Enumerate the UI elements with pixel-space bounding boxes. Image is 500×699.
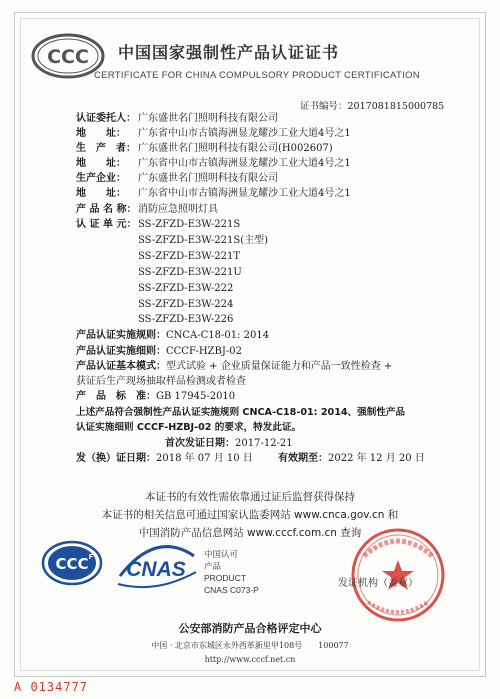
factory-label: 生产企业： [76, 173, 126, 184]
unit-item: SS-ZFZD-E3W-221S(主型) [138, 235, 269, 246]
serial-number: A 0134777 [14, 680, 89, 694]
website-notice: 本证书的相关信息可通过国家认监委网站 www.cnca.gov.cn 和 [101, 509, 399, 521]
applicant-value: 广东盛世名门照明科技有限公司 [138, 113, 278, 124]
cccf-notice: 中国消防产品信息网站 www.cccf.com.cn 查询 [138, 527, 362, 539]
issuer-address: 中国 · 北京市东城区永外西革新里甲108号 100077 [151, 641, 349, 650]
cnas-line2: 产品 [204, 561, 222, 571]
valid-until-label: 有效期至： [278, 453, 328, 464]
rules-row [76, 329, 269, 343]
detail-rules-value: CCCF-HZBJ-02 [166, 346, 242, 357]
factory-address-value: 广东省中山市古镇海洲显龙耀沙工业大道4号之1 [138, 188, 351, 199]
cccf-logo-icon [40, 538, 104, 588]
title-chinese: 中国国家强制性产品认证证书 [118, 43, 340, 62]
mode-label: 产品认证基本模式： [76, 361, 166, 372]
certificate-number [300, 98, 444, 112]
cnas-logo-icon [112, 536, 200, 592]
cnas-line3: PRODUCT [204, 573, 247, 583]
applicant-address-row [76, 127, 351, 141]
manufacturer-address-label: 地 址： [76, 158, 126, 169]
unit-value: SS-ZFZD-E3W-221S [138, 219, 241, 230]
unit-item: SS-ZFZD-E3W-221U [138, 267, 242, 278]
validity-notice: 本证书的有效性需依靠通过证后监督获得保持 [145, 491, 355, 503]
standard-value: GB 17945-2010 [156, 391, 236, 402]
certificate-number-value: 2017081815000785 [347, 101, 445, 112]
mode-row [76, 360, 392, 374]
detail-rules-row [76, 345, 242, 359]
issuer-name: 公安部消防产品合格评定中心 [178, 622, 322, 635]
manufacturer-value: 广东盛世名门照明科技有限公司(H002607) [138, 143, 333, 154]
first-issue-row [165, 437, 293, 451]
first-issue-date: 2017-12-21 [235, 438, 293, 449]
manufacturer-address-row [76, 157, 351, 171]
unit-row [76, 218, 240, 232]
cnas-accreditation-text [204, 548, 259, 596]
cnas-logo-text: CNAS [126, 558, 186, 581]
valid-until-row [278, 452, 425, 466]
manufacturer-label: 生 产 者： [76, 143, 136, 154]
cnas-line4: CNAS C073-P [204, 585, 259, 595]
issue-date-value: 2018 年 07 月 10 日 [156, 453, 253, 464]
title-english: CERTIFICATE FOR CHINA COMPULSORY PRODUCT CERTIFICATION [94, 70, 420, 81]
seal-label: 发证机构（盖章） [338, 578, 418, 589]
factory-value: 广东盛世名门照明科技有限公司 [138, 173, 278, 184]
svg-text:CCC: CCC [55, 555, 89, 573]
unit-item: SS-ZFZD-E3W-224 [138, 299, 234, 310]
ccc-logo-text: CCC [47, 46, 89, 68]
unit-item: SS-ZFZD-E3W-226 [138, 314, 234, 325]
conformity-line2: 认证实施细则 CCCF-HZBJ-02 的要求，特发此证。 [76, 422, 302, 433]
mode-value-line2: 获证后生产现场抽取样品检测或者检查 [76, 376, 246, 387]
cnas-line1: 中国认可 [204, 549, 239, 559]
unit-label: 认 证 单 元： [76, 219, 137, 230]
manufacturer-row [76, 142, 333, 156]
valid-until-value: 2022 年 12 月 20 日 [328, 453, 425, 464]
certificate-number-label: 证书编号： [300, 101, 348, 112]
applicant-address-value: 广东省中山市古镇海洲显龙耀沙工业大道4号之1 [138, 128, 351, 139]
detail-rules-label: 产品认证实施细则： [76, 346, 166, 357]
issuer-website: http://www.cccf.net.cn [204, 655, 296, 664]
unit-item: SS-ZFZD-E3W-222 [138, 283, 234, 294]
product-name-row [76, 203, 218, 217]
product-name-value: 消防应急照明灯具 [138, 204, 218, 215]
standard-label: 产 品 标 准： [76, 391, 156, 402]
first-issue-label: 首次发证日期： [165, 438, 235, 449]
applicant-label: 认证委托人： [76, 113, 136, 124]
conformity-line1: 上述产品符合强制性产品认证实施规则 CNCA-C18-01: 2014、强制性产品 [76, 407, 406, 418]
unit-item: SS-ZFZD-E3W-221T [138, 251, 241, 262]
issue-date-label: 发（换）证日期： [76, 453, 156, 464]
factory-address-label: 地 址： [76, 188, 126, 199]
mode-value-line1: 型式试验 + 企业质量保证能力和产品一致性检查 + [166, 361, 393, 372]
rules-label: 产品认证实施规则： [76, 330, 166, 341]
standard-row [76, 390, 235, 404]
manufacturer-address-value: 广东省中山市古镇海洲显龙耀沙工业大道4号之1 [138, 158, 351, 169]
rules-value: CNCA-C18-01: 2014 [166, 330, 270, 341]
applicant-row [76, 112, 278, 126]
applicant-address-label: 地 址： [76, 128, 126, 139]
product-name-label: 产 品 名 称： [76, 204, 137, 215]
factory-row [76, 172, 278, 186]
issue-date-row [76, 452, 253, 466]
factory-address-row [76, 187, 351, 201]
svg-text:F: F [88, 553, 94, 561]
